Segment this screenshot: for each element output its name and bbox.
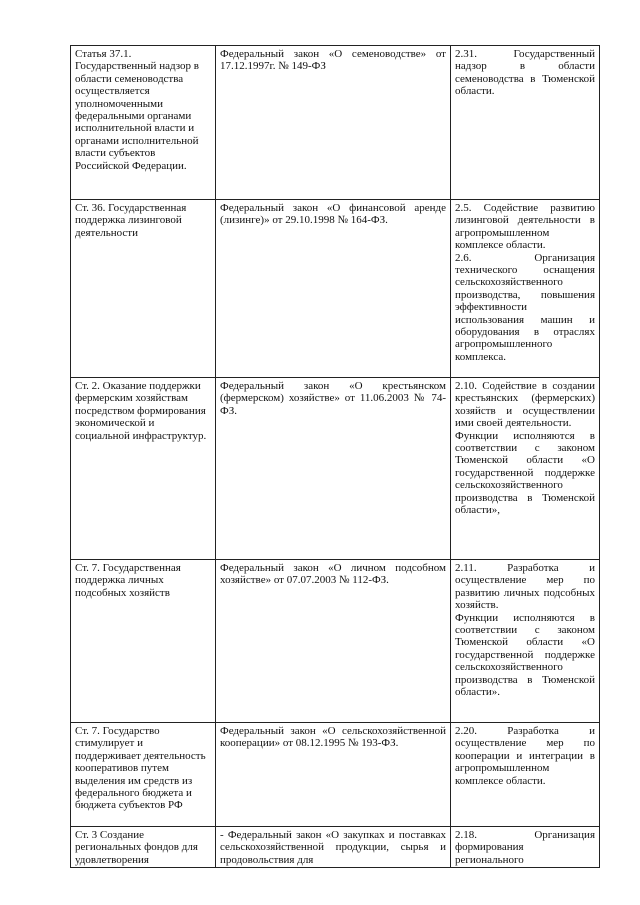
article-cell: [71, 827, 216, 868]
law-cell: [216, 723, 451, 827]
table-row: [71, 378, 600, 560]
article-text: Ст. 3 Создание региональных фондов для удовлетворения: [75, 829, 198, 866]
table-row: [71, 200, 600, 378]
function-cell: [451, 560, 600, 723]
article-cell: [71, 200, 216, 378]
function-cell: [451, 200, 600, 378]
function-text: 2.10. Содействие в создании крестьянских (фермерских) хозяйств и осуществлении ими своей деятельности.: [455, 380, 595, 430]
article-cell: [71, 378, 216, 560]
law-text: - Федеральный закон «О закупках и поставках сельскохозяйственной продукции, сырья и продовольствия для: [220, 829, 446, 866]
table-row: [71, 827, 600, 868]
law-text: Федеральный закон «О личном подсобном хозяйстве» от 07.07.2003 № 112-ФЗ.: [220, 562, 446, 587]
function-cell: [451, 723, 600, 827]
article-text: Ст. 7. Государство стимулирует и поддерживает деятельность кооперативов путем выделения им средств из федерального бюджета и бюджета субъектов РФ: [75, 725, 206, 812]
article-text: Статья 37.1. Государственный надзор в области семеноводства осуществляется уполномоченными федеральными органами исполнительной власти и органами исполнительной власти субъектов Российской Федерации.: [75, 48, 199, 172]
function-text: 2.5. Содействие развитию лизинговой деятельности в агропромышленном комплексе области.: [455, 202, 595, 252]
function-text: 2.6. Организация технического оснащения сельскохозяйственного производства, повышения эффективности использования машин и оборудования в отраслях агропромышленного комплекса.: [455, 251, 595, 363]
function-text: Функции исполняются в соответствии с законом Тюменской области «О государственной поддержке сельскохозяйственного производства в Тюменской области»,: [455, 429, 595, 517]
law-cell: [216, 560, 451, 723]
function-cell: [451, 827, 600, 868]
law-text: Федеральный закон «О сельскохозяйственной кооперации» от 08.12.1995 № 193-ФЗ.: [220, 725, 446, 750]
article-cell: [71, 46, 216, 200]
article-cell: [71, 723, 216, 827]
function-cell: [451, 378, 600, 560]
function-text: 2.20. Разработка и осуществление мер по кооперации и интеграции в агропромышленном комплексе области.: [455, 725, 595, 787]
article-text: Ст. 36. Государственная поддержка лизинговой деятельности: [75, 202, 187, 239]
law-text: Федеральный закон «О финансовой аренде (лизинге)» от 29.10.1998 № 164-ФЗ.: [220, 202, 446, 227]
function-text: 2.18. Организация формирования регионального: [455, 829, 595, 866]
law-text: Федеральный закон «О семеноводстве» от 17.12.1997г. № 149-ФЗ: [220, 48, 446, 73]
legislation-table: [70, 45, 600, 868]
table-row: [71, 723, 600, 827]
table-row: [71, 560, 600, 723]
law-cell: [216, 46, 451, 200]
law-cell: [216, 378, 451, 560]
function-text: 2.31. Государственный надзор в области семеноводства в Тюменской области.: [455, 48, 595, 98]
function-text: 2.11. Разработка и осуществление мер по развитию личных подсобных хозяйств.: [455, 562, 595, 612]
article-cell: [71, 560, 216, 723]
law-cell: [216, 200, 451, 378]
law-text: Федеральный закон «О крестьянском (фермерском) хозяйстве» от 11.06.2003 № 74-ФЗ.: [220, 380, 446, 417]
table-row: [71, 46, 600, 200]
article-text: Ст. 7. Государственная поддержка личных подсобных хозяйств: [75, 562, 181, 599]
law-cell: [216, 827, 451, 868]
article-text: Ст. 2. Оказание поддержки фермерским хозяйствам посредством формирования экономической и социальной инфраструктур.: [75, 380, 207, 442]
function-text: Функции исполняются в соответствии с законом Тюменской области «О государственной поддержке сельскохозяйственного производства в Тюменской области».: [455, 611, 595, 699]
function-cell: [451, 46, 600, 200]
